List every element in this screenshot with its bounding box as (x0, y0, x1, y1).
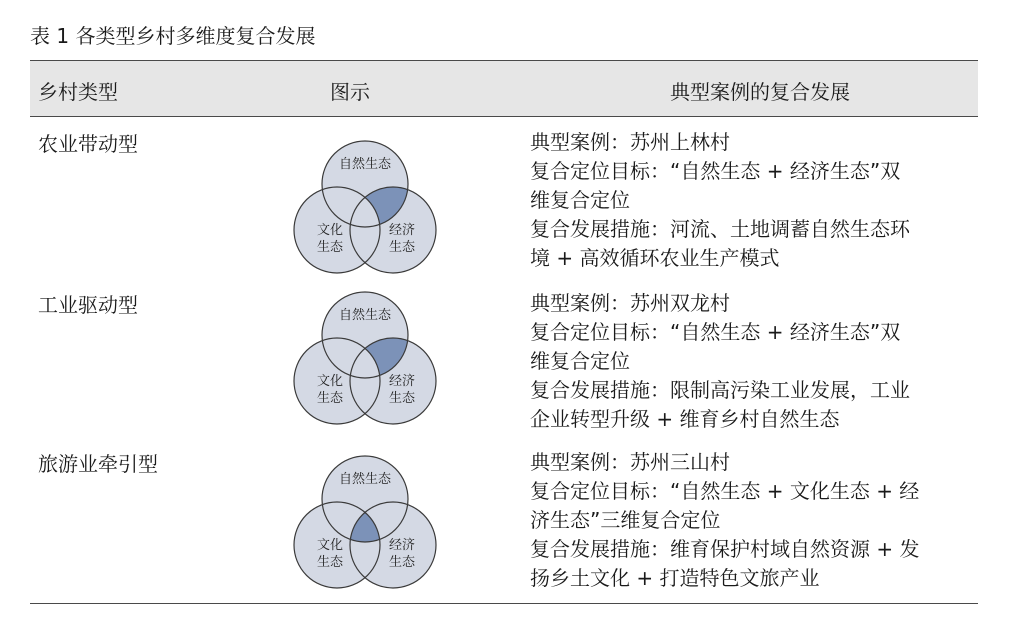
desc-line: 维复合定位 (530, 349, 630, 373)
label-natural: 自然生态 (338, 157, 392, 172)
label-economy: 生态 (388, 391, 416, 406)
label-culture: 文化 (316, 538, 344, 553)
venn-diagram (290, 289, 440, 429)
header-type: 乡村类型 (38, 80, 118, 104)
header-cases: 典型案例的复合发展 (670, 80, 850, 104)
label-economy: 生态 (388, 240, 416, 255)
desc-line: 复合定位目标：“自然生态 + 经济生态”双 (530, 159, 901, 183)
desc-line: 复合发展措施：维育保护村域自然资源 + 发 (530, 537, 920, 561)
desc-line: 复合定位目标：“自然生态 + 经济生态”双 (530, 320, 901, 344)
desc-line: 维复合定位 (530, 188, 630, 212)
data-table (30, 60, 978, 590)
desc-line: 复合定位目标：“自然生态 + 文化生态 + 经 (530, 479, 920, 503)
venn-diagram (290, 138, 440, 278)
row-type: 旅游业牵引型 (38, 452, 158, 476)
table-bottom-rule (30, 603, 978, 604)
desc-line: 典型案例：苏州双龙村 (530, 291, 730, 315)
row-description (530, 289, 975, 434)
desc-line: 典型案例：苏州三山村 (530, 450, 730, 474)
label-culture: 生态 (316, 555, 344, 570)
desc-line: 境 + 高效循环农业生产模式 (530, 246, 780, 270)
label-culture: 文化 (316, 223, 344, 238)
desc-line: 复合发展措施：限制高污染工业发展，工业 (530, 378, 910, 402)
table-header (30, 60, 978, 117)
venn-diagram (290, 453, 440, 593)
row-description (530, 448, 975, 593)
label-culture: 文化 (316, 374, 344, 389)
row-description (530, 128, 975, 273)
label-natural: 自然生态 (338, 472, 392, 487)
label-culture: 生态 (316, 240, 344, 255)
label-culture: 生态 (316, 391, 344, 406)
label-economy: 经济 (388, 374, 416, 389)
table-caption: 表 1 各类型乡村多维度复合发展 (30, 24, 316, 48)
desc-line: 典型案例：苏州上林村 (530, 130, 730, 154)
desc-line: 扬乡土文化 + 打造特色文旅产业 (530, 566, 820, 590)
label-economy: 经济 (388, 223, 416, 238)
desc-line: 济生态”三维复合定位 (530, 508, 721, 532)
label-economy: 经济 (388, 538, 416, 553)
header-diagram: 图示 (330, 80, 370, 104)
desc-line: 复合发展措施：河流、土地调蓄自然生态环 (530, 217, 910, 241)
desc-line: 企业转型升级 + 维育乡村自然生态 (530, 407, 840, 431)
row-type: 农业带动型 (38, 132, 138, 156)
label-natural: 自然生态 (338, 308, 392, 323)
row-type: 工业驱动型 (38, 293, 138, 317)
label-economy: 生态 (388, 555, 416, 570)
